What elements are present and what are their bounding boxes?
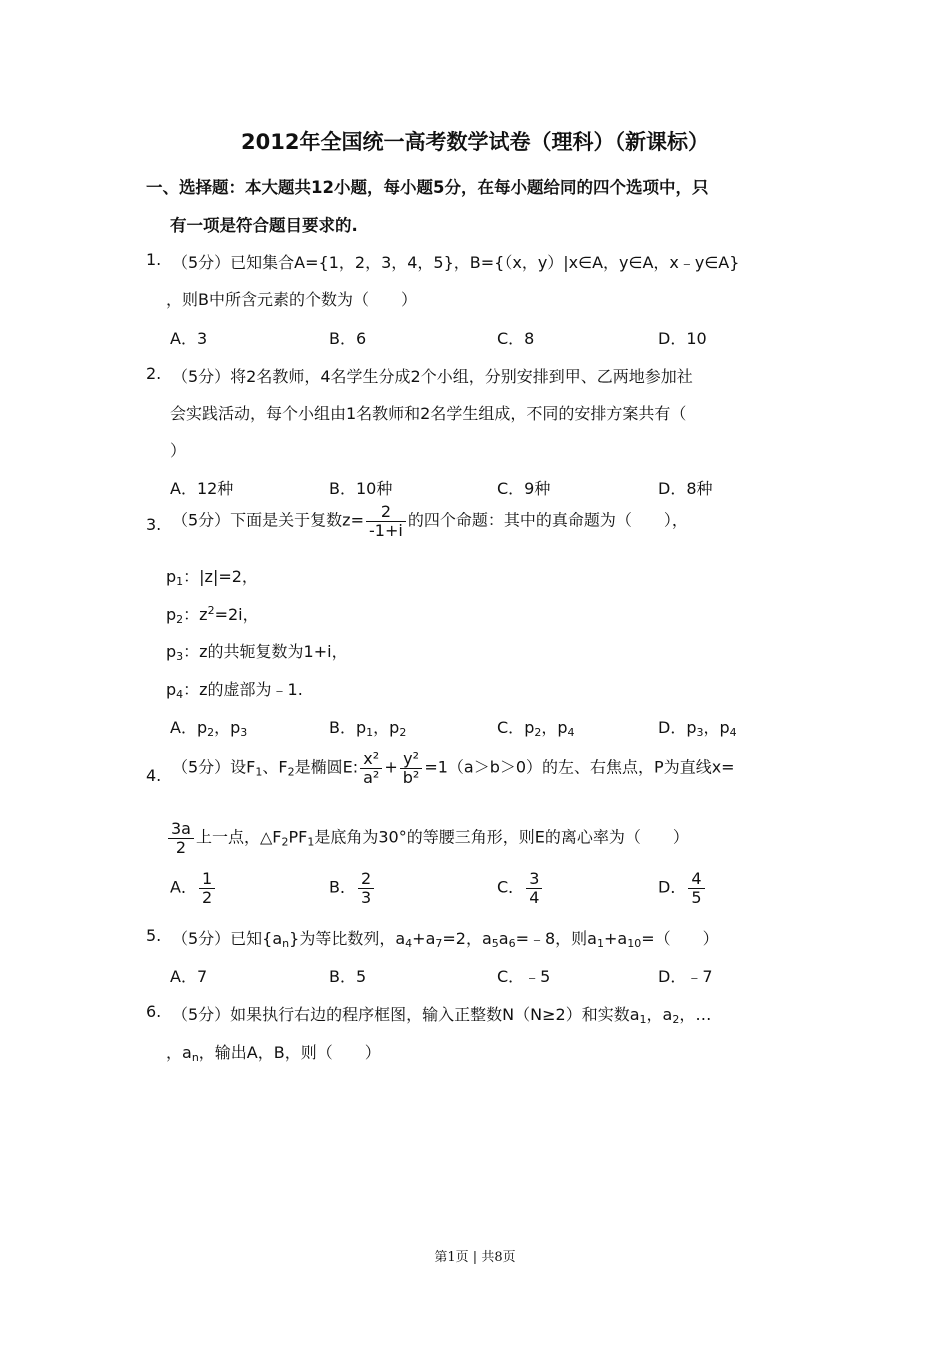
- option-c: C．9种: [497, 479, 551, 498]
- subscript: 2: [176, 613, 184, 626]
- option-c: C．﹣5: [497, 967, 551, 986]
- question-number: 6.: [146, 1002, 162, 1021]
- text: =2i，: [214, 605, 259, 624]
- text: ：z的共轭复数为1+i，: [183, 642, 348, 661]
- question-number: 4.: [146, 766, 162, 785]
- text-pre: （5分）下面是关于复数z=: [172, 510, 364, 530]
- text: ：z的虚部为﹣1.: [183, 680, 303, 699]
- option-a: A． $\frac{1}{2}$: [170, 870, 217, 906]
- superscript: 2: [207, 604, 215, 617]
- subscript: 4: [176, 688, 184, 701]
- option-c: C．$p_2$，$p_4$: [497, 718, 575, 739]
- question-text-line2: 会实践活动，每个小组由1名教师和2名学生组成，不同的安排方案共有（: [170, 404, 687, 423]
- label: p: [166, 642, 177, 661]
- option-d: D．﹣7: [658, 967, 713, 986]
- question-text-line2: $\frac{3a}{2}$ 上一点，$\triangle F_2PF_1$是底角为30°的等腰三角形，则E的离心率为（ ）: [166, 820, 689, 856]
- option-a: A．$p_2$，$p_3$: [170, 718, 248, 739]
- question-text-line2: ，则B中所含元素的个数为（ ）: [166, 290, 417, 309]
- proposition-p2: [166, 602, 259, 626]
- fraction-numerator: 2: [380, 502, 391, 521]
- fraction: [366, 503, 406, 539]
- fraction-denominator: -1+i: [366, 521, 406, 540]
- label: p: [166, 567, 177, 586]
- text: ：|z|=2，: [183, 567, 258, 586]
- text-post: 的四个命题：其中的真命题为（ ），: [407, 510, 688, 530]
- question-text-line1: （5分）将2名教师，4名学生分成2个小组，分别安排到甲、乙两地参加社: [172, 367, 693, 386]
- option-d: D．10: [658, 329, 707, 348]
- subscript: 1: [176, 575, 184, 588]
- page-title: 2012年全国统一高考数学试卷（理科）（新课标）: [241, 130, 709, 154]
- question-text-line1: [172, 503, 688, 539]
- proposition-p3: [166, 639, 348, 663]
- question-text-line1: （5分）如果执行右边的程序框图，输入正整数N（N≥2）和实数$a_1$，$a_2$，…: [172, 1005, 712, 1026]
- option-d: D． $\frac{4}{5}$: [658, 870, 707, 906]
- option-a: A．3: [170, 329, 208, 348]
- option-b: B．10种: [329, 479, 393, 498]
- option-b: B．$p_1$，$p_2$: [329, 718, 407, 739]
- text: ：z: [183, 605, 208, 624]
- option-b: B．6: [329, 329, 367, 348]
- option-b: B．5: [329, 967, 367, 986]
- option-c: C． $\frac{3}{4}$: [497, 870, 544, 906]
- fraction-y: $\frac{\text{y²}}{\text{b²}}$: [400, 750, 423, 786]
- label: p: [166, 605, 177, 624]
- option-c: C．8: [497, 329, 535, 348]
- fraction-x: $\frac{\text{x²}}{\text{a²}}$: [360, 750, 382, 786]
- question-text-line1: （5分）已知$\{a_n\}$为等比数列，$a_4+a_7=2$，$a_5a_6=﹣8$，则$a_1+a_{10}=$（ ）: [172, 929, 719, 950]
- option-a: A．12种: [170, 479, 234, 498]
- section-heading-line1: 一、选择题：本大题共12小题，每小题5分，在每小题给同的四个选项中，只: [146, 178, 709, 197]
- section-heading-line2: 有一项是符合题目要求的.: [170, 216, 358, 235]
- option-d: D．8种: [658, 479, 713, 498]
- question-text-line1: （5分）已知集合A={1，2，3，4，5}，B={（x，y）|x∈A，y∈A，x﹣y∈A}: [172, 253, 740, 272]
- question-number: 5.: [146, 926, 162, 945]
- proposition-p4: [166, 677, 303, 701]
- question-number: 3.: [146, 515, 162, 534]
- proposition-p1: [166, 564, 258, 588]
- label: p: [166, 680, 177, 699]
- subscript: 3: [176, 650, 184, 663]
- option-b: B． $\frac{2}{3}$: [329, 870, 376, 906]
- page-footer: 第1页 | 共8页: [434, 1250, 516, 1265]
- question-number: 1.: [146, 250, 162, 269]
- question-text-line1: （5分）设$F_1$、$F_2$是椭圆E: $\frac{\text{x²}}{\text{a²}}$ + $\frac{\text{y²}}{\text{b²}}$ =1（a＞b＞0）的左、右焦点，P为直线x=: [172, 749, 735, 787]
- question-text-line2: ，$a_n$，输出A，B，则（ ）: [166, 1043, 381, 1064]
- fraction-3a-over-2: $\frac{3a}{2}$: [168, 820, 194, 856]
- option-d: D．$p_3$，$p_4$: [658, 718, 737, 739]
- question-number: 2.: [146, 364, 162, 383]
- question-text-line3: ）: [170, 441, 187, 460]
- option-a: A．7: [170, 967, 208, 986]
